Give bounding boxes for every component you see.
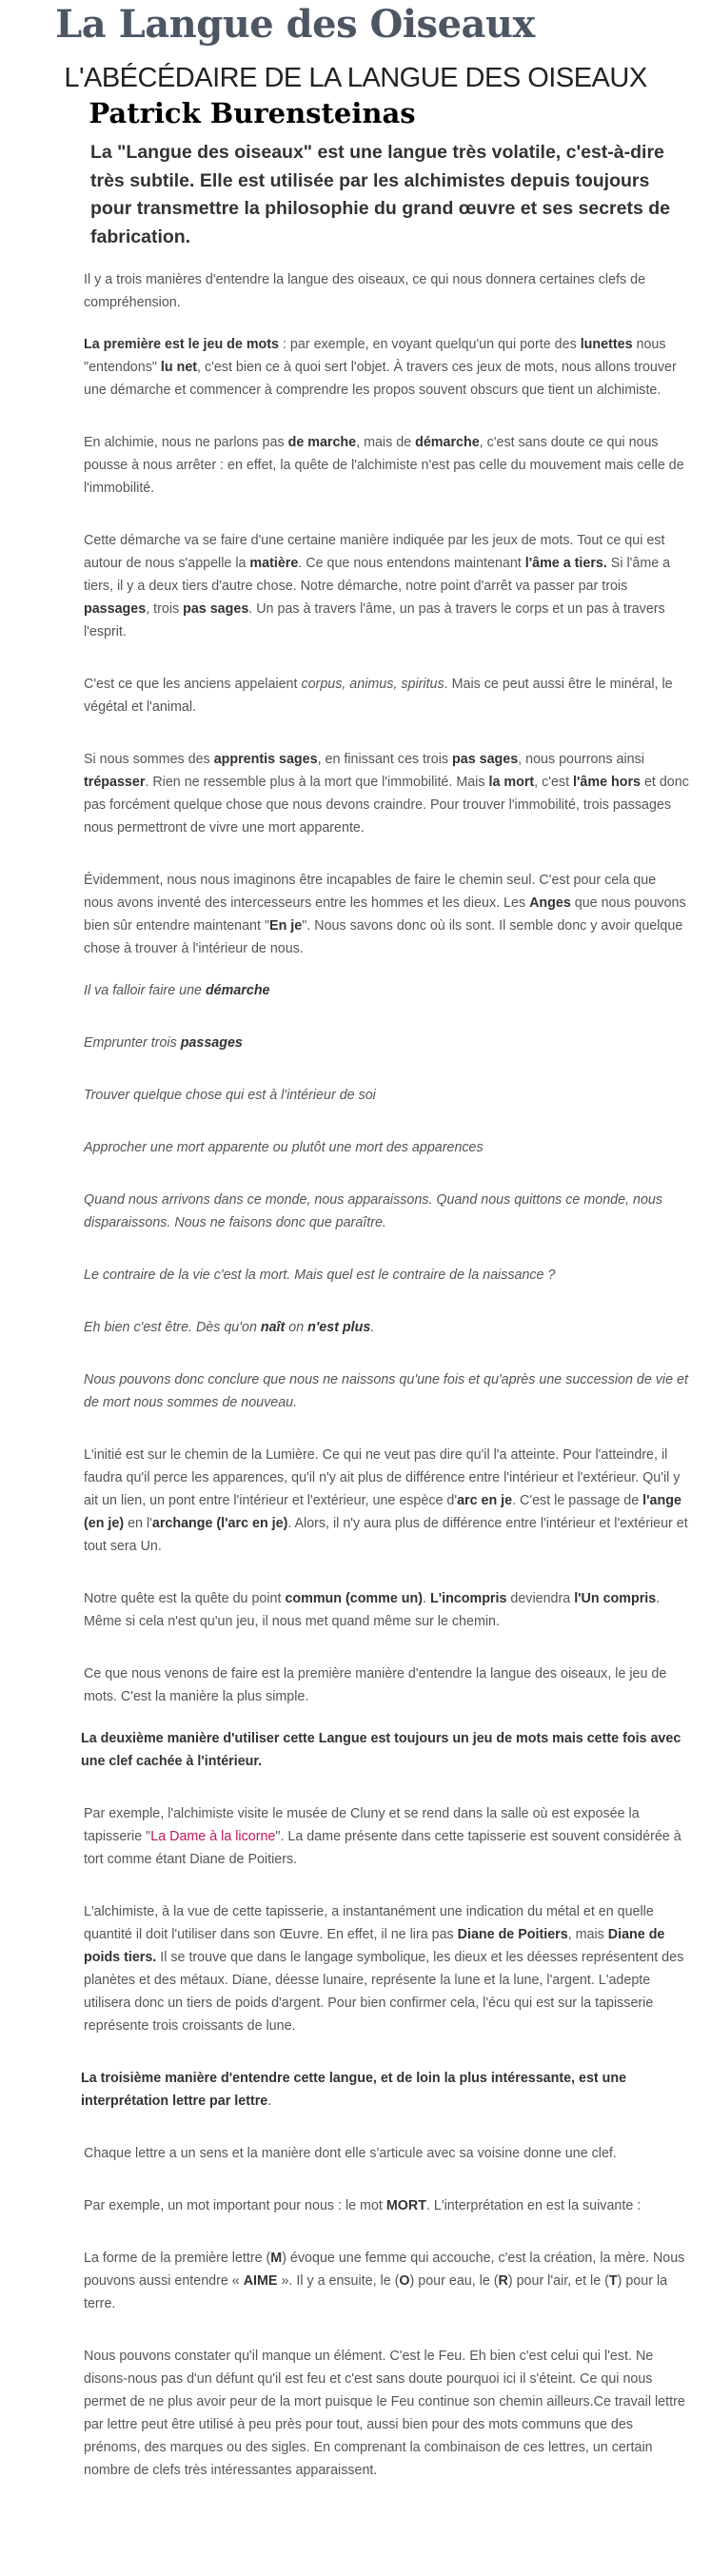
section-heading bbox=[81, 1727, 689, 1773]
article-paragraph bbox=[84, 2142, 689, 2165]
article-paragraph bbox=[84, 268, 689, 314]
emphasized-text: En je bbox=[269, 918, 303, 934]
article-paragraph bbox=[84, 2345, 689, 2482]
text-segment: Il va falloir faire une bbox=[84, 983, 206, 998]
emphasized-text: La troisième manière d'entendre cette langue, et de loin la plus intéressante, est une interprétation lettre par lettre bbox=[81, 2071, 627, 2109]
emphasized-text: pas sages bbox=[452, 752, 519, 767]
emphasized-text: pas sages bbox=[183, 601, 249, 617]
text-segment: . bbox=[267, 2094, 272, 2109]
page-subtitle: L'ABÉCÉDAIRE DE LA LANGUE DES OISEAUX bbox=[64, 63, 647, 93]
text-segment: Trouver quelque chose qui est à l'intérieur de soi bbox=[84, 1088, 376, 1103]
text-segment: , trois bbox=[146, 601, 184, 617]
text-segment: Le contraire de la vie c'est la mort. Mais quel est le contraire de la naissance ? bbox=[84, 1268, 556, 1283]
text-segment: Emprunter trois bbox=[84, 1035, 181, 1051]
emphasized-text: l'ange (en je) bbox=[84, 1493, 681, 1531]
article-paragraph bbox=[84, 1136, 689, 1159]
article-paragraph bbox=[84, 1189, 689, 1234]
text-segment: ) pour eau, le ( bbox=[409, 2273, 499, 2289]
text-segment: . bbox=[370, 1320, 375, 1335]
text-segment: Si nous sommes des bbox=[84, 752, 214, 767]
text-segment: en l' bbox=[124, 1516, 152, 1531]
text-segment: . L'interprétation en est la suivante : bbox=[425, 2198, 642, 2213]
text-segment: deviendra bbox=[506, 1591, 575, 1606]
article-paragraph bbox=[84, 1444, 689, 1558]
emphasized-text: archange (l'arc en je) bbox=[151, 1516, 288, 1531]
emphasized-text: trépasser bbox=[84, 775, 146, 790]
text-segment: Eh bien c'est être. Dès qu'on bbox=[84, 1320, 261, 1335]
text-segment: ". Nous savons donc où ils sont. Il semble donc y avoir quelque chose à trouver à l'intérieur de nous. bbox=[84, 918, 683, 956]
emphasized-text: AIME bbox=[243, 2273, 278, 2289]
article-paragraph bbox=[84, 1084, 689, 1107]
article-body bbox=[81, 268, 689, 2511]
emphasized-text: R bbox=[498, 2273, 508, 2289]
article-paragraph bbox=[84, 1587, 689, 1633]
text-segment: Nous pouvons constater qu'il manque un élément. C'est le Feu. Eh bien c'est celui qui l'est. Ne disons-nous pas d'un défunt qu'il est feu et c'est sans doute pourquoi ici il s'éteint. Ce qui nous permet de ne plus avoir peur de la mort puisque le Feu continue son chemin ailleurs.Ce travail lettre par lettre peut être utilisé à peu près pour tout, aussi bien pour des mots communs que des prénoms, des marques ou des sigles. En comprenant la combinaison de ces lettres, un certain nombre de clefs très intéressantes apparaissent. bbox=[84, 2349, 685, 2478]
emphasized-text: MORT bbox=[385, 2198, 426, 2213]
text-segment: Il y a trois manières d'entendre la langue des oiseaux, ce qui nous donnera certaines clefs de compréhension. bbox=[84, 272, 646, 310]
emphasized-text: de marche bbox=[287, 435, 357, 450]
emphasized-text: n'est plus bbox=[307, 1320, 371, 1335]
emphasized-text: passages bbox=[180, 1035, 243, 1051]
emphasized-text: O bbox=[399, 2273, 410, 2289]
emphasized-text: l'âme hors bbox=[573, 775, 641, 790]
emphasized-text: l'Un compris bbox=[574, 1591, 657, 1606]
text-segment: Chaque lettre a un sens et la manière dont elle s'articule avec sa voisine donne une clef. bbox=[84, 2146, 617, 2161]
text-segment: . Un pas à travers l'âme, un pas à travers le corps et un pas à travers l'esprit. bbox=[84, 601, 665, 639]
article-paragraph bbox=[84, 529, 689, 643]
text-segment: . Rien ne ressemble plus à la mort que l'immobilité. Mais bbox=[145, 775, 489, 790]
text-segment: , c'est bbox=[534, 775, 574, 790]
emphasized-text: La première est le jeu de mots bbox=[84, 337, 280, 352]
text-segment: . Ce que nous entendons maintenant bbox=[298, 556, 525, 571]
intro-text: La "Langue des oiseaux" est une langue très volatile, c'est-à-dire très subtile. Elle est utilisée par les alchimistes depuis toujours pour transmettre la philosophie du grand œuvre et ses secrets de fabrication. bbox=[90, 142, 670, 247]
text-segment: La deuxième manière d'utiliser cette Langue est toujours un jeu de mots mais cette fois avec une clef cachée à l'intérieur. bbox=[81, 1731, 681, 1769]
text-segment: ) évoque une femme qui accouche, c'est la création, la mère. Nous pouvons aussi entendre « bbox=[84, 2251, 685, 2289]
emphasized-text: la mort bbox=[488, 775, 535, 790]
text-segment: ) pour la terre. bbox=[84, 2273, 668, 2311]
emphasized-text: passages bbox=[84, 601, 147, 617]
article-paragraph bbox=[84, 1368, 689, 1414]
emphasized-text: apprentis sages bbox=[213, 752, 318, 767]
text-segment: nous "entendons" bbox=[84, 337, 666, 375]
text-segment: L'initié est sur le chemin de la Lumière. Ce qui ne veut pas dire qu'il l'a atteinte. Pour l'atteindre, il faudra qu'il perce les apparences, qu'il n'y ait plus de différence entre l'intérieur et l'extérieur. Qu'il y ait un lien, un pont entre l'intérieur et l'extérieur, une espèce d' bbox=[84, 1447, 681, 1508]
text-segment: . bbox=[423, 1591, 430, 1606]
text-segment: Quand nous arrivons dans ce monde, nous apparaissons. Quand nous quittons ce monde, nous disparaissons. Nous ne faisons donc que paraître. bbox=[84, 1192, 663, 1230]
article-paragraph bbox=[84, 333, 689, 402]
text-segment: , mais de bbox=[356, 435, 416, 450]
text-segment: . Même si cela n'est qu'un jeu, il nous met quand même sur le chemin. bbox=[84, 1591, 661, 1629]
article-paragraph bbox=[81, 2067, 689, 2113]
text-segment: En alchimie, nous ne parlons pas bbox=[84, 435, 288, 450]
text-segment: , c'est sans doute ce qui nous pousse à nous arrêter : en effet, la quête de l'alchimiste n'est pas celle du mouvement mais celle de l'immobilité. bbox=[84, 435, 684, 496]
emphasized-text: matière bbox=[249, 556, 299, 571]
emphasized-text: Anges bbox=[529, 895, 571, 911]
text-segment: C'est ce que les anciens appelaient bbox=[84, 677, 302, 692]
article-paragraph bbox=[84, 431, 689, 500]
text-segment: que nous pouvons bien sûr entendre maintenant " bbox=[84, 895, 686, 934]
text-segment: Notre quête est la quête du point bbox=[84, 1591, 286, 1606]
emphasized-text: T bbox=[608, 2273, 618, 2289]
article-paragraph bbox=[84, 1802, 689, 1871]
text-segment: , mais bbox=[567, 1927, 608, 1942]
article-paragraph bbox=[84, 1662, 689, 1708]
article-paragraph bbox=[84, 979, 689, 1002]
text-segment: . C'est le passage de bbox=[512, 1493, 643, 1508]
text-segment: Approcher une mort apparente ou plutôt une mort des apparences bbox=[84, 1140, 484, 1155]
emphasized-text: démarche bbox=[415, 435, 480, 450]
emphasized-text: Diane de Poitiers bbox=[457, 1927, 568, 1942]
article-paragraph bbox=[84, 2194, 689, 2217]
article-paragraph bbox=[84, 1032, 689, 1054]
text-segment: : par exemple, en voyant quelqu'un qui porte des bbox=[279, 337, 581, 352]
article-paragraph bbox=[84, 2247, 689, 2315]
emphasized-text: M bbox=[270, 2251, 283, 2266]
text-segment: Ce que nous venons de faire est la première manière d'entendre la langue des oiseaux, le jeu de mots. C'est la manière la plus simple. bbox=[84, 1666, 667, 1704]
emphasized-text: commun (comme un) bbox=[285, 1591, 424, 1606]
emphasized-text: naît bbox=[260, 1320, 286, 1335]
text-segment: et donc pas forcément quelque chose que nous devons craindre. Pour trouver l'immobilité, trois passages nous permettront de vivre une mort apparente. bbox=[84, 775, 689, 836]
text-segment: ". La dame présente dans cette tapisserie est souvent considérée à tort comme étant Diane de Poitiers. bbox=[84, 1829, 681, 1867]
text-segment: Évidemment, nous nous imaginons être incapables de faire le chemin seul. C'est pour cela que nous avons inventé des intercesseurs entre les hommes et les dieux. Les bbox=[84, 873, 657, 911]
text-segment: Nous pouvons donc conclure que nous ne naissons qu'une fois et qu'après une succession de vie et de mort nous sommes de nouveau. bbox=[84, 1372, 688, 1410]
emphasized-text: L'incompris bbox=[429, 1591, 507, 1606]
emphasized-text: lu net bbox=[160, 360, 198, 375]
text-segment: , c'est bien ce à quoi sert l'objet. À travers ces jeux de mots, nous allons trouver une démarche et commencer à comprendre les propos souvent obscurs que tient un alchimiste. bbox=[84, 360, 677, 398]
text-segment: , en finissant ces trois bbox=[317, 752, 453, 767]
text-segment: Par exemple, l'alchimiste visite le musée de Cluny et se rend dans la salle où est exposée la tapisserie " bbox=[84, 1806, 640, 1844]
italic-text: corpus, animus, spiritus bbox=[301, 677, 444, 692]
page-title: La Langue des Oiseaux bbox=[55, 2, 535, 47]
text-segment: Si l'âme a tiers, il y a deux tiers d'autre chose. Notre démarche, notre point d'arrêt va passer par trois bbox=[84, 556, 671, 594]
text-segment: ». Il y a ensuite, le ( bbox=[277, 2273, 400, 2289]
article-paragraph bbox=[84, 869, 689, 960]
text-segment: Il se trouve que dans le langage symbolique, les dieux et les déesses représentent des planètes et des métaux. Diane, déesse lunaire, représente la lune et la lune, l'argent. L'adepte utilisera donc un tiers de poids d'argent. Pour bien confirmer cela, l'écu qui est sur la tapisserie représente trois croissants de lune. bbox=[84, 1950, 684, 2034]
emphasized-text: lunettes bbox=[580, 337, 633, 352]
article-paragraph bbox=[84, 673, 689, 718]
article-paragraph bbox=[84, 1900, 689, 2037]
text-segment: Par exemple, un mot important pour nous : le mot bbox=[84, 2198, 386, 2213]
text-segment: on bbox=[285, 1320, 308, 1335]
article-paragraph bbox=[84, 748, 689, 839]
text-segment: ) pour l'air, et le ( bbox=[507, 2273, 609, 2289]
text-segment: La forme de la première lettre ( bbox=[84, 2251, 271, 2266]
emphasized-text: arc en je bbox=[457, 1493, 513, 1508]
text-segment: . Alors, il n'y aura plus de différence entre l'intérieur et l'extérieur et tout sera Un. bbox=[84, 1516, 688, 1554]
emphasized-text: démarche bbox=[205, 983, 270, 998]
text-segment: L'alchimiste, à la vue de cette tapisserie, a instantanément une indication du métal et en quelle quantité il doit l'utiliser dans son Œuvre. En effet, il ne lira pas bbox=[84, 1904, 654, 1942]
text-segment: . Mais ce peut aussi être le minéral, le végétal et l'animal. bbox=[84, 677, 673, 715]
article-paragraph bbox=[84, 1316, 689, 1339]
emphasized-text: l'âme a tiers. bbox=[524, 556, 607, 571]
text-segment: , nous pourrons ainsi bbox=[518, 752, 644, 767]
author-name: Patrick Burensteinas bbox=[89, 97, 416, 129]
emphasized-text: Diane de poids tiers. bbox=[84, 1927, 665, 1965]
tapestry-link[interactable]: La Dame à la licorne bbox=[150, 1829, 276, 1844]
article-paragraph bbox=[84, 1264, 689, 1287]
text-segment: Cette démarche va se faire d'une certaine manière indiquée par les jeux de mots. Tout ce qui est autour de nous s'appelle la bbox=[84, 533, 665, 571]
